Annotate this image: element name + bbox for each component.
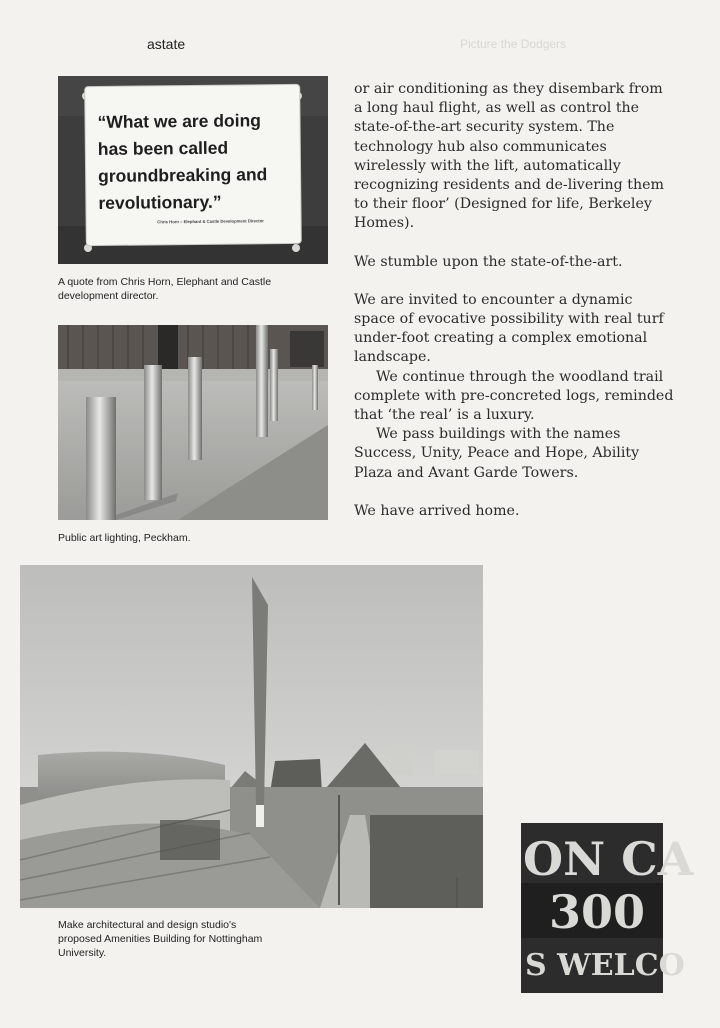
running-header: astate	[147, 36, 186, 52]
signboard-line-2: 300	[549, 885, 646, 939]
caption-peckham-photo: Public art lighting, Peckham.	[58, 532, 191, 544]
quote-sign	[85, 85, 301, 245]
article-body	[354, 80, 674, 521]
peckham-lighting-photo	[58, 325, 328, 520]
quote-sign-photo	[58, 76, 328, 264]
caption-nottingham-photo: Make architectural and design studio's proposed Amenities Building for Nottingham University.	[58, 919, 263, 959]
nottingham-photo-scene	[20, 565, 483, 908]
paragraph-5: We pass buildings with the names Success, Unity, Peace and Hope, Ability Plaza and Avant Garde Towers.	[354, 426, 640, 481]
paragraph-4: We continue through the woodland trail complete with pre-concreted logs, reminded that ‘the real’ is a luxury.	[354, 368, 674, 424]
signboard-line-1: ON CA	[523, 832, 694, 886]
paragraph-2: We stumble upon the state-of-the-art.	[354, 253, 623, 270]
paragraph-1: or air conditioning as they disembark from a long haul flight, as well as control the state-of-the-art security system. The technology hub also communicates wirelessly with the lift, automatically recognizing residents and de-livering them to their floor’ (Designed for life, Berkeley Homes).	[354, 81, 664, 232]
paragraph-3: We are invited to encounter a dynamic space of evocative possibility with real turf under-foot creating a complex emotional landscape.	[354, 291, 664, 366]
show-through-header: Picture the Dodgers	[460, 37, 567, 51]
quote-text: “What we are doing has been called groundbreaking and revolutionary.”	[97, 110, 268, 213]
signboard-line-3: S WELCO	[525, 948, 685, 983]
paragraph-6: We have arrived home.	[354, 502, 520, 519]
signboard-photo	[521, 823, 694, 993]
caption-quote-photo: A quote from Chris Horn, Elephant and Castle development director.	[58, 276, 272, 302]
quote-credit: Chris Horn – Elephant & Castle Development Director	[157, 218, 264, 225]
signboard-scene	[521, 823, 694, 993]
nottingham-building-photo	[20, 565, 483, 908]
peckham-photo-scene	[58, 325, 328, 520]
